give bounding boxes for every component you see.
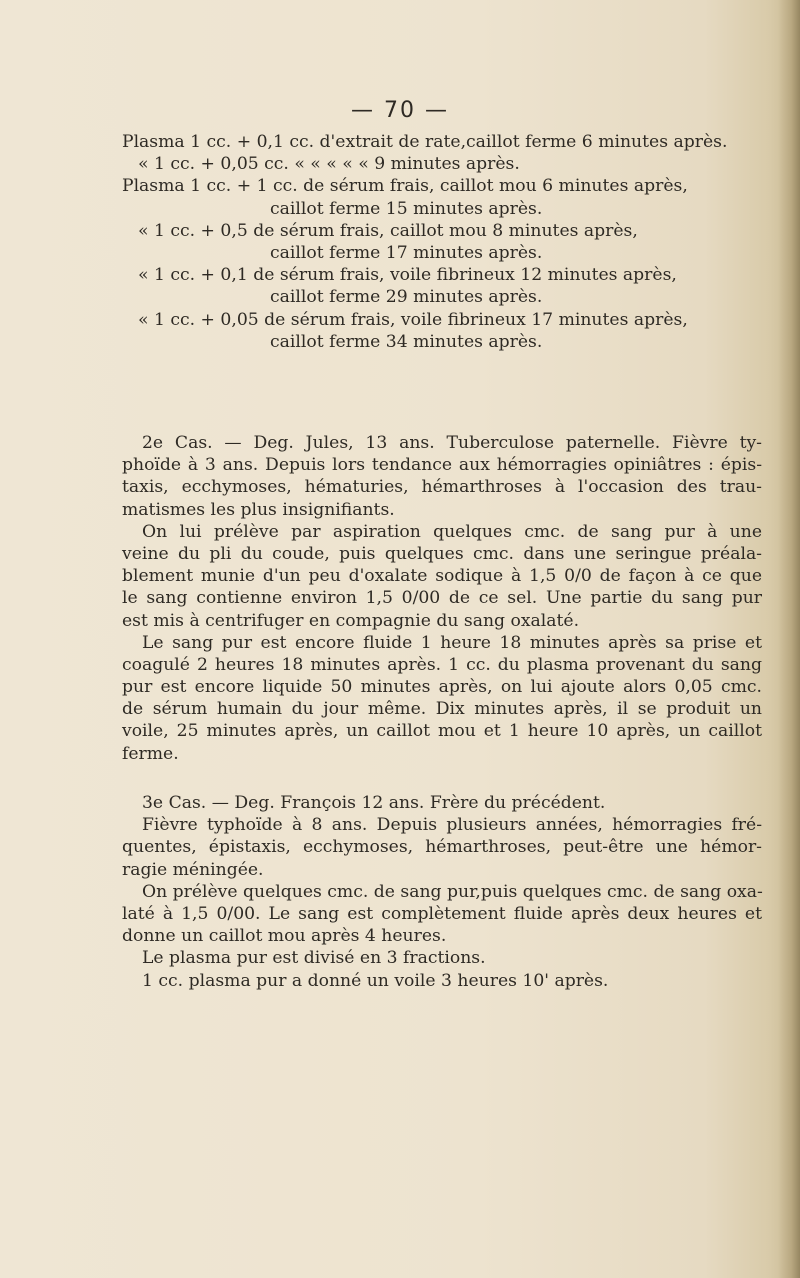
case-2-text-line: pur est encore liquide 50 minutes après, on lui ajoute alors 0,05 cmc.: [122, 677, 762, 698]
case-3-text-line: ragie méningée.: [122, 859, 264, 880]
case-3-text-line: quentes, épistaxis, ecchymoses, hémarthroses, peut-être une hémor-: [122, 837, 762, 858]
case-3-text-line: laté à 1,5 0/00. Le sang est complètement fluide après deux heures et: [122, 903, 762, 924]
plasma-result-line: caillot ferme 34 minutes après.: [270, 331, 543, 352]
case-3-text-line: Le plasma pur est divisé en 3 fractions.: [142, 948, 486, 969]
plasma-result-line: « 1 cc. + 0,5 de sérum frais, caillot mou 8 minutes après,: [138, 220, 638, 241]
case-3-text-line: donne un caillot mou après 4 heures.: [122, 926, 447, 947]
case-2-text-line: le sang contienne environ 1,5 0/00 de ce sel. Une partie du sang pur: [122, 588, 762, 609]
case-2-text-line: est mis à centrifuger en compagnie du sang oxalaté.: [122, 610, 580, 631]
case-2-text-line: Le sang pur est encore fluide 1 heure 18 minutes après sa prise et: [142, 632, 762, 653]
plasma-result-line: caillot ferme 29 minutes après.: [270, 287, 543, 308]
case-2-text-line: voile, 25 minutes après, un caillot mou et 1 heure 10 après, un caillot: [122, 721, 762, 742]
case-2-text-line: taxis, ecchymoses, hématuries, hémarthroses à l'occasion des trau-: [122, 477, 762, 498]
case-3-text-line: 3e Cas. — Deg. François 12 ans. Frère du précédent.: [142, 793, 606, 813]
plasma-result-line: caillot ferme 15 minutes après.: [270, 198, 543, 219]
plasma-result-line: « 1 cc. + 0,1 de sérum frais, voile fibrineux 12 minutes après,: [138, 265, 677, 286]
page-number: — 70 —: [351, 98, 449, 123]
plasma-result-line: caillot ferme 17 minutes après.: [270, 242, 543, 263]
case-3-paragraphs: [122, 792, 762, 992]
case-2-text-line: ferme.: [122, 743, 179, 764]
plasma-results-block: [122, 131, 762, 353]
plasma-result-line: Plasma 1 cc. + 0,1 cc. d'extrait de rate,caillot ferme 6 minutes après.: [122, 132, 728, 152]
case-2-text-line: veine du pli du coude, puis quelques cmc. dans une seringue préala-: [122, 543, 762, 564]
case-2-text-line: de sérum humain du jour même. Dix minutes après, il se produit un: [122, 699, 762, 720]
plasma-result-line: « 1 cc. + 0,05 de sérum frais, voile fibrineux 17 minutes après,: [138, 309, 688, 330]
case-2-text-line: coagulé 2 heures 18 minutes après. 1 cc. du plasma provenant du sang: [122, 654, 762, 675]
plasma-result-line: « 1 cc. + 0,05 cc. « « « « « 9 minutes après.: [138, 154, 520, 175]
case-2-paragraphs: [122, 432, 762, 765]
case-2-text-line: 2e Cas. — Deg. Jules, 13 ans. Tuberculose paternelle. Fièvre ty-: [142, 433, 762, 453]
page-edge-shadow: [778, 0, 800, 1278]
case-2-text-line: phoïde à 3 ans. Depuis lors tendance aux hémorragies opiniâtres : épis-: [122, 455, 762, 476]
case-2-text-line: blement munie d'un peu d'oxalate sodique à 1,5 0/0 de façon à ce que: [122, 566, 762, 587]
plasma-result-line: Plasma 1 cc. + 1 cc. de sérum frais, caillot mou 6 minutes après,: [122, 176, 688, 197]
case-3-text-line: 1 cc. plasma pur a donné un voile 3 heures 10' après.: [142, 970, 609, 991]
case-3-text-line: Fièvre typhoïde à 8 ans. Depuis plusieurs années, hémorragies fré-: [142, 815, 762, 836]
case-2-text-line: matismes les plus insignifiants.: [122, 499, 395, 520]
case-2-text-line: On lui prélève par aspiration quelques cmc. de sang pur à une: [142, 521, 762, 542]
case-3-text-line: On prélève quelques cmc. de sang pur,puis quelques cmc. de sang oxa-: [142, 881, 763, 902]
